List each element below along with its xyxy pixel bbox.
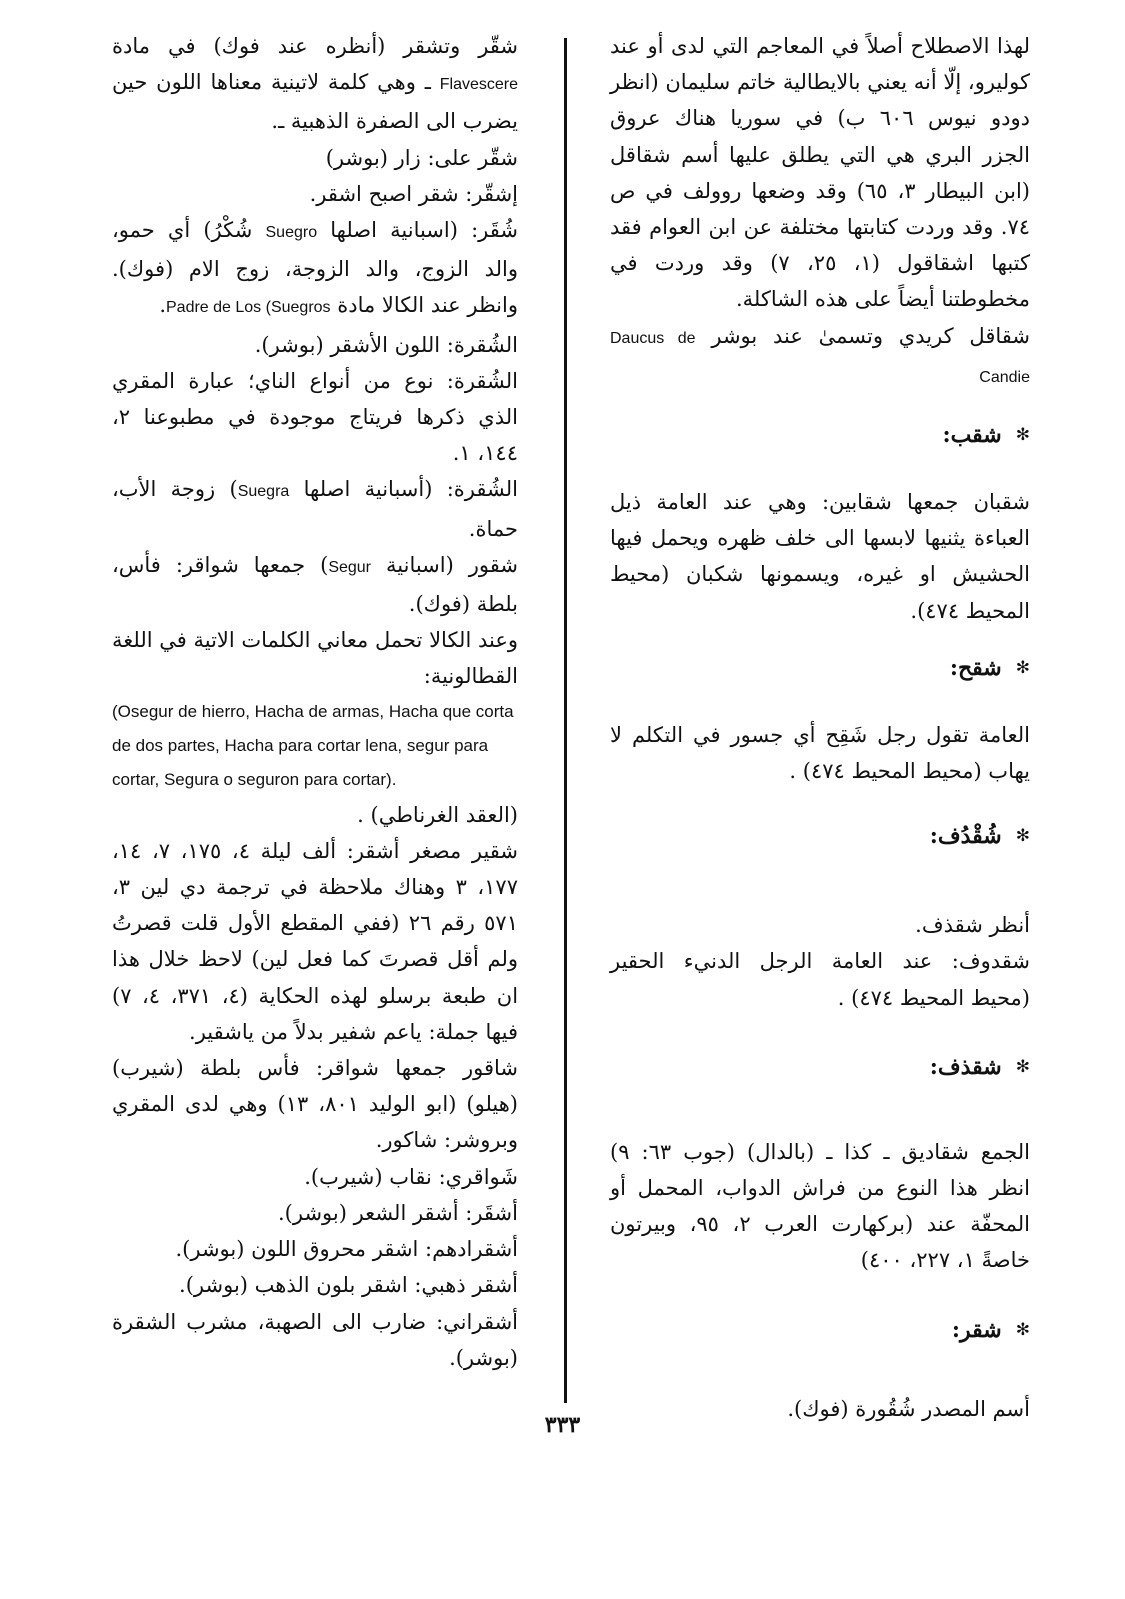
entry-paragraph: أشقَر: أشقر الشعر (بوشر). <box>277 1200 518 1225</box>
entry-paragraph: أنظر شقذف. <box>915 913 1030 938</box>
spacer <box>610 454 1030 484</box>
entry-paragraph: شقدوف: عند العامة الرجل الدنيء الحقير (محيط المحيط ٤٧٤) . <box>610 949 1030 1010</box>
entry-paragraph <box>112 212 518 327</box>
entry-paragraph: لهذا الاصطلاح أصلاً في المعاجم التي لدى أو عند كوليرو، إلّا أنه يعني بالايطالية خاتم سليمان (انظر دودو نيوس ٦٠٦ ب) في سوريا هناك عروق الجزر البري هي التي يطلق عليها أسم شقاقل (ابن البيطار ٣، ٦٥) وقد وضعها روولف في ص ٧٤. وقد وردت كتابتها مختلفة عن ابن العوام فقد كتبها اشقاقول (١، ٢٥، ٧) وقد وردت في مخطوطتنا أيضاً على هذه الشاكلة. <box>610 34 1030 312</box>
latin-term: Daucus de Candie <box>610 329 1030 386</box>
entry-text: ـ وهي كلمة لاتينية معناها اللون حين يضرب الى الصفرة الذهبية ـ. <box>112 70 518 134</box>
entry-paragraph: شقير مصغر أشقر: ألف ليلة ٤، ١٧٥، ٧، ١٤، ١٧٧، ٣ وهناك ملاحظة في ترجمة دي لين ٣، ٥٧١ رقم ٢٦ (ففي المقطع الأول قلت قصرتُ ولم أقل قصرتَ كما فعل لين) لاحظ خلال هذا ان طبعة برسلو لهذه الحكاية (٤، ٣٧١، ٤، ٧) فيها جملة: ياعم شفير بدلاً من ياشقير. <box>112 838 519 1044</box>
entry-text: الشُقرة: (أسبانية اصلها <box>303 477 518 502</box>
spacer <box>610 1086 1030 1134</box>
spacer <box>610 855 1030 907</box>
heading-text: شقب: <box>942 421 1002 448</box>
entry-paragraph <box>112 547 518 622</box>
latin-quotation: (Osegur de hierro, Hacha de armas, Hacha que corta de dos partes, Hacha para cortar lena, segur para cortar, Segura o seguron para cortar). <box>112 701 514 789</box>
entry-paragraph: أشقراني: ضارب الى الصهبة، مشرب الشقرة (بوشر). <box>112 1309 518 1370</box>
entry-paragraph: أشقر ذهبي: اشقر بلون الذهب (بوشر). <box>179 1273 518 1298</box>
entry-text: شقّر وتشقر (أنظره عند فوك) في مادة <box>112 34 518 58</box>
entry-paragraph: إشقّر: شقر اصبح اشقر. <box>309 181 518 206</box>
entry-paragraph: الشُقرة: اللون الأشقر (بوشر). <box>254 332 518 357</box>
entry-heading <box>610 817 1030 855</box>
entry-text: شقاقل كريدي وتسمىٰ عند بوشر <box>711 323 1030 348</box>
entry-paragraph <box>610 318 1030 396</box>
spacer <box>610 396 1030 416</box>
asterisk-icon: ✻ <box>1015 826 1030 847</box>
spacer <box>610 1279 1030 1311</box>
entry-paragraph: أسم المصدر شُقُورة (فوك). <box>787 1396 1030 1421</box>
entry-paragraph <box>112 471 518 546</box>
entry-paragraph: شقّر على: زار (بوشر) <box>325 145 518 170</box>
entry-text: ) زوجة الأب، حماة. <box>112 477 518 541</box>
entry-paragraph: (العقد الغرناطي) . <box>357 802 518 827</box>
spacer <box>610 1349 1030 1391</box>
entry-text: . <box>159 293 166 318</box>
entry-paragraph: شَواقري: نقاب (شيرب). <box>304 1164 518 1189</box>
spacer <box>610 687 1030 717</box>
entry-paragraph: العامة تقول رجل شَقِح أي جسور في التكلم لا يهاب (محيط المحيط ٤٧٤) . <box>610 722 1030 784</box>
heading-text: شقذف: <box>929 1053 1002 1080</box>
entry-text: شُقَر: (اسبانية اصلها <box>330 218 518 243</box>
entry-paragraph: شقبان جمعها شقابين: وهي عند العامة ذيل العباءة يثنيها لابسها الى خلف ظهره ويحمل فيها الحشيش او غيره، ويسمونها شكبان (محيط المحيط ٤٧٤). <box>610 490 1030 623</box>
entry-paragraph: وعند الكالا تحمل معاني الكلمات الاتية في اللغة القطالونية: <box>112 628 518 689</box>
entry-heading <box>610 416 1030 454</box>
right-column <box>610 28 1030 1427</box>
spacer <box>610 789 1030 817</box>
entry-paragraph: الجمع شقاديق ـ كذا ـ (بالدال) (جوب ٦٣: ٩) انظر هذا النوع من فراش الدواب، المحمل أو المحفّة عند (بركهارت العرب ٢، ٩٥، وبيرتون خاصةً ١، ٢٢٧، ٤٠٠) <box>610 1139 1031 1273</box>
heading-text: شقح: <box>949 654 1002 681</box>
asterisk-icon: ✻ <box>1015 657 1030 678</box>
entry-text: شقور (اسبانية <box>386 552 518 577</box>
asterisk-icon: ✻ <box>1015 424 1030 445</box>
latin-term: Suegro <box>265 224 318 242</box>
heading-text: شقر: <box>951 1316 1002 1343</box>
spacer <box>610 629 1030 649</box>
left-column <box>112 28 518 1376</box>
entry-text: شُكْرُ) أي حمو، والد الزوج، والد الزوجة، زوج الام (فوك). وانظر عند الكالا مادة <box>112 218 518 318</box>
column-divider <box>564 38 567 1403</box>
entry-heading <box>610 1048 1030 1086</box>
entry-heading <box>610 649 1030 687</box>
latin-term: Suegra <box>237 483 290 501</box>
asterisk-icon: ✻ <box>1015 1056 1030 1077</box>
latin-term: Flavescere <box>439 76 518 94</box>
heading-text: شُقْدُف: <box>929 823 1002 850</box>
entry-text: ) جمعها شواقر: فأس، بلطة (فوك). <box>112 552 518 617</box>
entry-paragraph: أشقرادهم: اشقر محروق اللون (بوشر). <box>175 1237 518 1262</box>
entry-heading <box>610 1311 1030 1349</box>
latin-term: Padre de Los (Suegros <box>166 299 331 317</box>
page-number: ٣٣٣ <box>544 1412 581 1438</box>
latin-term: Segur <box>328 558 372 576</box>
entry-paragraph <box>112 28 518 140</box>
entry-paragraph: الشُقرة: نوع من أنواع الناي؛ عبارة المقري الذي ذكرها فريتاج موجودة في مطبوعنا ٢، ١٤٤، ١. <box>112 368 518 466</box>
spacer <box>610 1016 1030 1048</box>
entry-paragraph: شاقور جمعها شواقر: فأس بلطة (شيرب) (هيلو) (ابو الوليد ٨٠١، ١٣) وهي لدى المقري وبروشر: شاكور. <box>112 1056 519 1153</box>
asterisk-icon: ✻ <box>1015 1319 1030 1340</box>
